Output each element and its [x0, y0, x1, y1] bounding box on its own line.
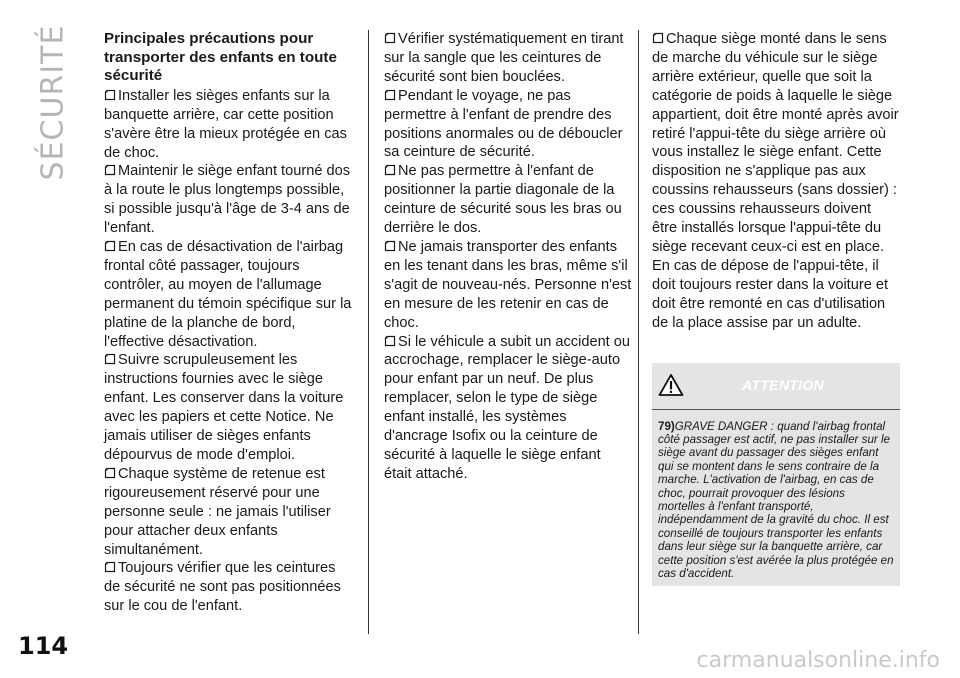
- column-3: [652, 30, 900, 586]
- bullet-item: [104, 87, 354, 163]
- bullet-square-icon: [104, 89, 116, 101]
- attention-body: [652, 410, 900, 587]
- section-label-text: SÉCURITÉ: [35, 24, 71, 180]
- bullet-text: Maintenir le siège enfant tourné dos à la route le plus longtemps possible, si possible jusqu'à l'âge de 3-4 ans de l'enfant.: [104, 163, 351, 237]
- bullet-item: [384, 333, 632, 484]
- bullet-text: Si le véhicule a subit un accident ou accrochage, remplacer le siège-auto pour enfant par un neuf. De plus remplacer, selon le type de siège enfant installé, les systèmes d'ancrage Isofix ou la ceinture de sécurité à laquelle le siège enfant était attaché.: [384, 333, 631, 482]
- bullet-text: Suivre scrupuleusement les instructions fournies avec le siège enfant. Les conserver dans la voiture avec les papiers et cette Notice. Ne jamais utiliser de sièges enfants dépourvus de mode d'emploi.: [104, 352, 344, 463]
- bullet-text: Ne pas permettre à l'enfant de positionner la partie diagonale de la ceinture de sécurité sous les bras ou derrière le dos.: [384, 163, 622, 237]
- bullet-text: Chaque siège monté dans le sens de marche du véhicule sur le siège arrière extérieur, quelle que soit la catégorie de poids à laquelle le siège appartient, doit être monté après avoir retiré l'appui-tête du siège arrière où vous installez le siège enfant. Cette disposition ne s'applique pas aux coussins rehausseurs (sans dossier) : ces coussins rehausseurs doivent être installés lorsque l'appui-tête du siège recevant ceux-ci est en place. En cas de dépose de l'appui-tête, il doit toujours rester dans la voiture et doit être remonté en cas d'utilisation de la place assise par un adulte.: [652, 31, 899, 331]
- bullet-item: [384, 30, 632, 87]
- bullet-item: [104, 465, 354, 560]
- bullet-item: [104, 351, 354, 464]
- bullet-square-icon: [104, 240, 116, 252]
- column-2: [384, 30, 632, 484]
- bullet-text: Toujours vérifier que les ceintures de sécurité ne sont pas positionnées sur le cou de l'enfant.: [104, 560, 341, 615]
- bullet-item: [384, 162, 632, 238]
- bullet-square-icon: [104, 467, 116, 479]
- bullet-item: [104, 238, 354, 351]
- bullet-item: [384, 238, 632, 333]
- bullet-text: Ne jamais transporter des enfants en les tenant dans les bras, même s'il s'agit de nouveau-nés. Personne n'est en mesure de les retenir en cas de choc.: [384, 238, 632, 331]
- bullet-square-icon: [384, 89, 396, 101]
- attention-title: ATTENTION: [742, 377, 824, 394]
- bullet-square-icon: [384, 32, 396, 44]
- watermark: carmanualsonline.info: [696, 648, 940, 673]
- bullet-square-icon: [652, 32, 664, 44]
- section-heading: Principales précautions pour transporter des enfants en toute sécurité: [104, 30, 337, 85]
- attention-box: [652, 363, 900, 587]
- bullet-square-icon: [104, 561, 116, 573]
- section-label: [30, 22, 76, 182]
- bullet-square-icon: [384, 164, 396, 176]
- warning-text: GRAVE DANGER : quand l'airbag frontal côté passager est actif, ne pas installer sur le siège avant du passager des sièges enfant qui se montent dans le sens contraire de la marche. L'activation de l'airbag, en cas de choc, pourrait provoquer des lésions mortelles à l'enfant transporté, indépendamment de la gravité du choc. Il est conseillé de toujours transporter les enfants dans leur siège sur la banquette arrière, car cette position s'est avérée la plus protégée en cas d'accident.: [658, 419, 894, 580]
- bullet-square-icon: [104, 353, 116, 365]
- bullet-text: Vérifier systématiquement en tirant sur la sangle que les ceintures de sécurité sont bien bouclées.: [384, 31, 624, 85]
- attention-header: [652, 363, 900, 410]
- bullet-text: Pendant le voyage, ne pas permettre à l'enfant de prendre des positions anormales ou de déboucler sa ceinture de sécurité.: [384, 87, 623, 161]
- bullet-item: [104, 162, 354, 238]
- bullet-square-icon: [104, 164, 116, 176]
- bullet-text: En cas de désactivation de l'airbag frontal côté passager, toujours contrôler, au moyen de l'allumage permanent du témoin spécifique sur la platine de la planche de bord, l'effective désactivation.: [104, 239, 352, 350]
- bullet-square-icon: [384, 335, 396, 347]
- bullet-square-icon: [384, 240, 396, 252]
- bullet-text: Installer les sièges enfants sur la banquette arrière, car cette position s'avère être la mieux protégée en cas de choc.: [104, 87, 347, 161]
- column-divider: [368, 30, 369, 634]
- bullet-item: [384, 87, 632, 163]
- column-divider: [638, 30, 639, 634]
- column-1: [104, 30, 354, 616]
- page-number: 114: [18, 632, 69, 660]
- bullet-item: [652, 30, 900, 333]
- bullet-text: Chaque système de retenue est rigoureusement réservé pour une personne seule : ne jamais l'utiliser pour attacher deux enfants simultanément.: [104, 465, 331, 558]
- warning-triangle-icon: [658, 373, 684, 403]
- bullet-item: [104, 559, 354, 616]
- warning-reference: 79): [658, 419, 675, 433]
